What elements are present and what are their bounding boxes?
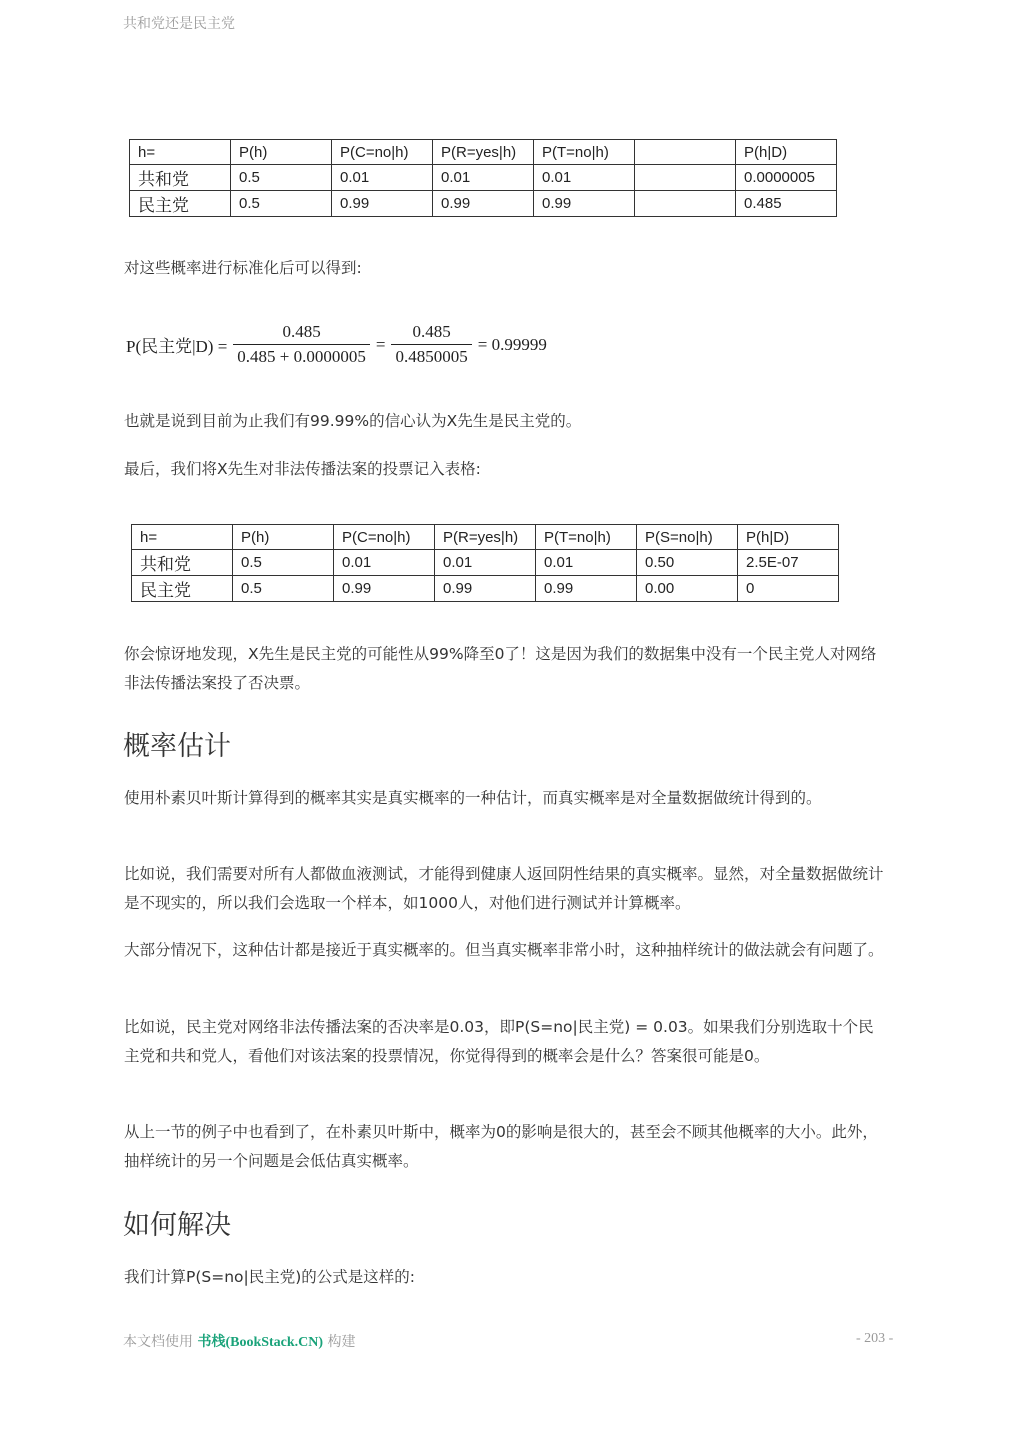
probability-table-1 — [129, 139, 837, 217]
table-cell: 0.99 — [435, 576, 536, 602]
table-cell: 0.01 — [334, 550, 435, 576]
table-cell: 0.00 — [637, 576, 738, 602]
table-cell — [635, 165, 736, 191]
denominator: 0.4850005 — [391, 344, 471, 367]
paragraph: 从上一节的例子中也看到了，在朴素贝叶斯中，概率为0的影响是很大的，甚至会不顾其他概率的大小。此外，抽样统计的另一个问题是会低估真实概率。 — [124, 1123, 878, 1170]
table-cell — [635, 191, 736, 217]
denominator: 0.485 + 0.0000005 — [233, 344, 370, 367]
table-cell: 0.99 — [332, 191, 433, 217]
footer-prefix: 本文档使用 — [123, 1334, 198, 1350]
table-cell: P(C=no|h) — [334, 525, 435, 550]
table-cell: P(R=yes|h) — [435, 525, 536, 550]
table-cell: 0.01 — [332, 165, 433, 191]
table-cell: P(T=no|h) — [536, 525, 637, 550]
section-heading: 概率估计 — [123, 731, 231, 762]
formula-lhs: P(民主党|D) = — [126, 337, 228, 356]
table-cell: 0.01 — [536, 550, 637, 576]
paragraph: 你会惊讶地发现，X先生是民主党的可能性从99%降至0了！这是因为我们的数据集中没有一个民主党人对网络非法传播法案投了否决票。 — [124, 645, 877, 692]
section-heading: 如何解决 — [123, 1210, 231, 1241]
footer-suffix: 构建 — [323, 1334, 356, 1350]
running-header: 共和党还是民主党 — [123, 16, 235, 32]
table-cell: 2.5E-07 — [738, 550, 839, 576]
table-row — [132, 576, 839, 602]
table-row — [130, 165, 837, 191]
table-cell: 0.01 — [433, 165, 534, 191]
table-cell: P(h|D) — [738, 525, 839, 550]
table-cell: 民主党 — [130, 191, 231, 217]
table-cell: P(T=no|h) — [534, 140, 635, 165]
table-cell: P(C=no|h) — [332, 140, 433, 165]
table-cell: P(h|D) — [736, 140, 837, 165]
table-cell: 0.485 — [736, 191, 837, 217]
fraction-2 — [391, 322, 471, 367]
numerator: 0.485 — [282, 322, 321, 341]
probability-table-2 — [131, 524, 839, 602]
paragraph: 我们计算P(S=no|民主党)的公式是这样的: — [124, 1268, 416, 1286]
table-cell: 0.99 — [433, 191, 534, 217]
page-number: - 203 - — [856, 1331, 894, 1346]
equals: = — [375, 334, 386, 354]
table-cell: 0.50 — [637, 550, 738, 576]
fraction-1 — [233, 322, 370, 367]
table-cell: 0.99 — [536, 576, 637, 602]
bookstack-link[interactable]: 书栈(BookStack.CN) — [197, 1335, 324, 1350]
table-cell: 0.5 — [231, 165, 332, 191]
paragraph: 大部分情况下，这种估计都是接近于真实概率的。但当真实概率非常小时，这种抽样统计的做法就会有问题了。 — [124, 941, 884, 959]
table-cell: 0.5 — [233, 576, 334, 602]
table-cell: 0.99 — [334, 576, 435, 602]
table-cell: 共和党 — [132, 550, 233, 576]
footer — [123, 1331, 356, 1351]
table-cell: 0 — [738, 576, 839, 602]
table-cell: 共和党 — [130, 165, 231, 191]
paragraph: 最后，我们将X先生对非法传播法案的投票记入表格: — [124, 460, 481, 478]
table-cell: 0.0000005 — [736, 165, 837, 191]
table-cell: 0.5 — [231, 191, 332, 217]
paragraph: 使用朴素贝叶斯计算得到的概率其实是真实概率的一种估计，而真实概率是对全量数据做统计得到的。 — [124, 789, 822, 807]
table-cell: 0.01 — [435, 550, 536, 576]
table-cell: 0.99 — [534, 191, 635, 217]
table-cell: P(h) — [233, 525, 334, 550]
paragraph: 也就是说到目前为止我们有99.99%的信心认为X先生是民主党的。 — [124, 412, 582, 430]
table-cell — [635, 140, 736, 165]
table-cell: h= — [132, 525, 233, 550]
table-row — [132, 550, 839, 576]
paragraph: 比如说，民主党对网络非法传播法案的否决率是0.03，即P(S=no|民主党) = 0.03。如果我们分别选取十个民主党和共和党人，看他们对该法案的投票情况，你觉得得到的概率会是什么？答案很可能是0。 — [124, 1018, 874, 1065]
table-cell: P(S=no|h) — [637, 525, 738, 550]
numerator: 0.485 — [412, 322, 451, 341]
table-cell: 0.5 — [233, 550, 334, 576]
table-cell: 0.01 — [534, 165, 635, 191]
table-cell: h= — [130, 140, 231, 165]
table-header-row — [130, 140, 837, 165]
paragraph: 对这些概率进行标准化后可以得到: — [124, 259, 362, 277]
table-header-row — [132, 525, 839, 550]
paragraph: 比如说，我们需要对所有人都做血液测试，才能得到健康人返回阴性结果的真实概率。显然，对全量数据做统计是不现实的，所以我们会选取一个样本，如1000人，对他们进行测试并计算概率。 — [124, 865, 884, 912]
table-row — [130, 191, 837, 217]
table-cell: P(h) — [231, 140, 332, 165]
table-cell: P(R=yes|h) — [433, 140, 534, 165]
table-cell: 民主党 — [132, 576, 233, 602]
formula-result: = 0.99999 — [477, 334, 547, 354]
normalization-formula — [126, 322, 547, 367]
